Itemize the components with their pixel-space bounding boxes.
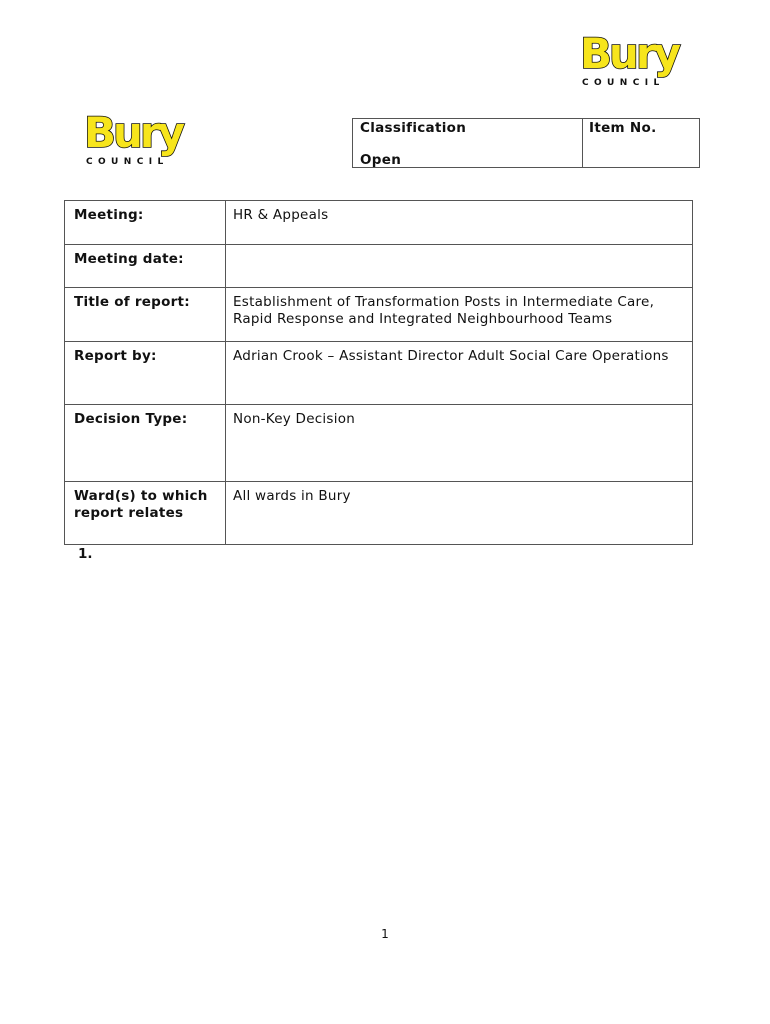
classification-label: Classification: [360, 120, 467, 136]
meeting-value: HR & Appeals: [226, 201, 693, 245]
wards-value: All wards in Bury: [226, 482, 693, 545]
report-by-label: Report by:: [65, 342, 226, 405]
page-number: 1: [381, 927, 389, 941]
bury-council-logo-main: [82, 112, 208, 168]
table-row: [65, 482, 693, 545]
table-row: [65, 201, 693, 245]
decision-type-label: Decision Type:: [65, 405, 226, 482]
meeting-date-label: Meeting date:: [65, 245, 226, 288]
table-row: [65, 405, 693, 482]
classification-divider: [582, 119, 583, 167]
table-row: [65, 288, 693, 342]
logo-subtext: COUNCIL: [86, 157, 169, 167]
title-of-report-label: Title of report:: [65, 288, 226, 342]
table-row: [65, 342, 693, 405]
bury-council-logo-top: [578, 33, 704, 89]
classification-value: Open: [360, 152, 402, 168]
meeting-date-value: [226, 245, 693, 288]
logo-wordmark: Bury: [580, 33, 679, 78]
logo-wordmark: Bury: [84, 112, 183, 157]
decision-type-value: Non-Key Decision: [226, 405, 693, 482]
item-no-label: Item No.: [589, 120, 657, 136]
bury-logo-graphic: [578, 33, 704, 89]
logo-subtext: COUNCIL: [582, 78, 665, 88]
meeting-label: Meeting:: [65, 201, 226, 245]
classification-box: [352, 118, 700, 168]
bury-logo-graphic: [82, 112, 208, 168]
title-of-report-value: Establishment of Transformation Posts in Intermediate Care, Rapid Response and Integrated Neighbourhood Teams: [226, 288, 693, 342]
section-number: 1.: [78, 546, 93, 562]
wards-label: Ward(s) to which report relates: [65, 482, 226, 545]
report-by-value: Adrian Crook – Assistant Director Adult Social Care Operations: [226, 342, 693, 405]
table-row: [65, 245, 693, 288]
report-details-table: [64, 200, 693, 545]
